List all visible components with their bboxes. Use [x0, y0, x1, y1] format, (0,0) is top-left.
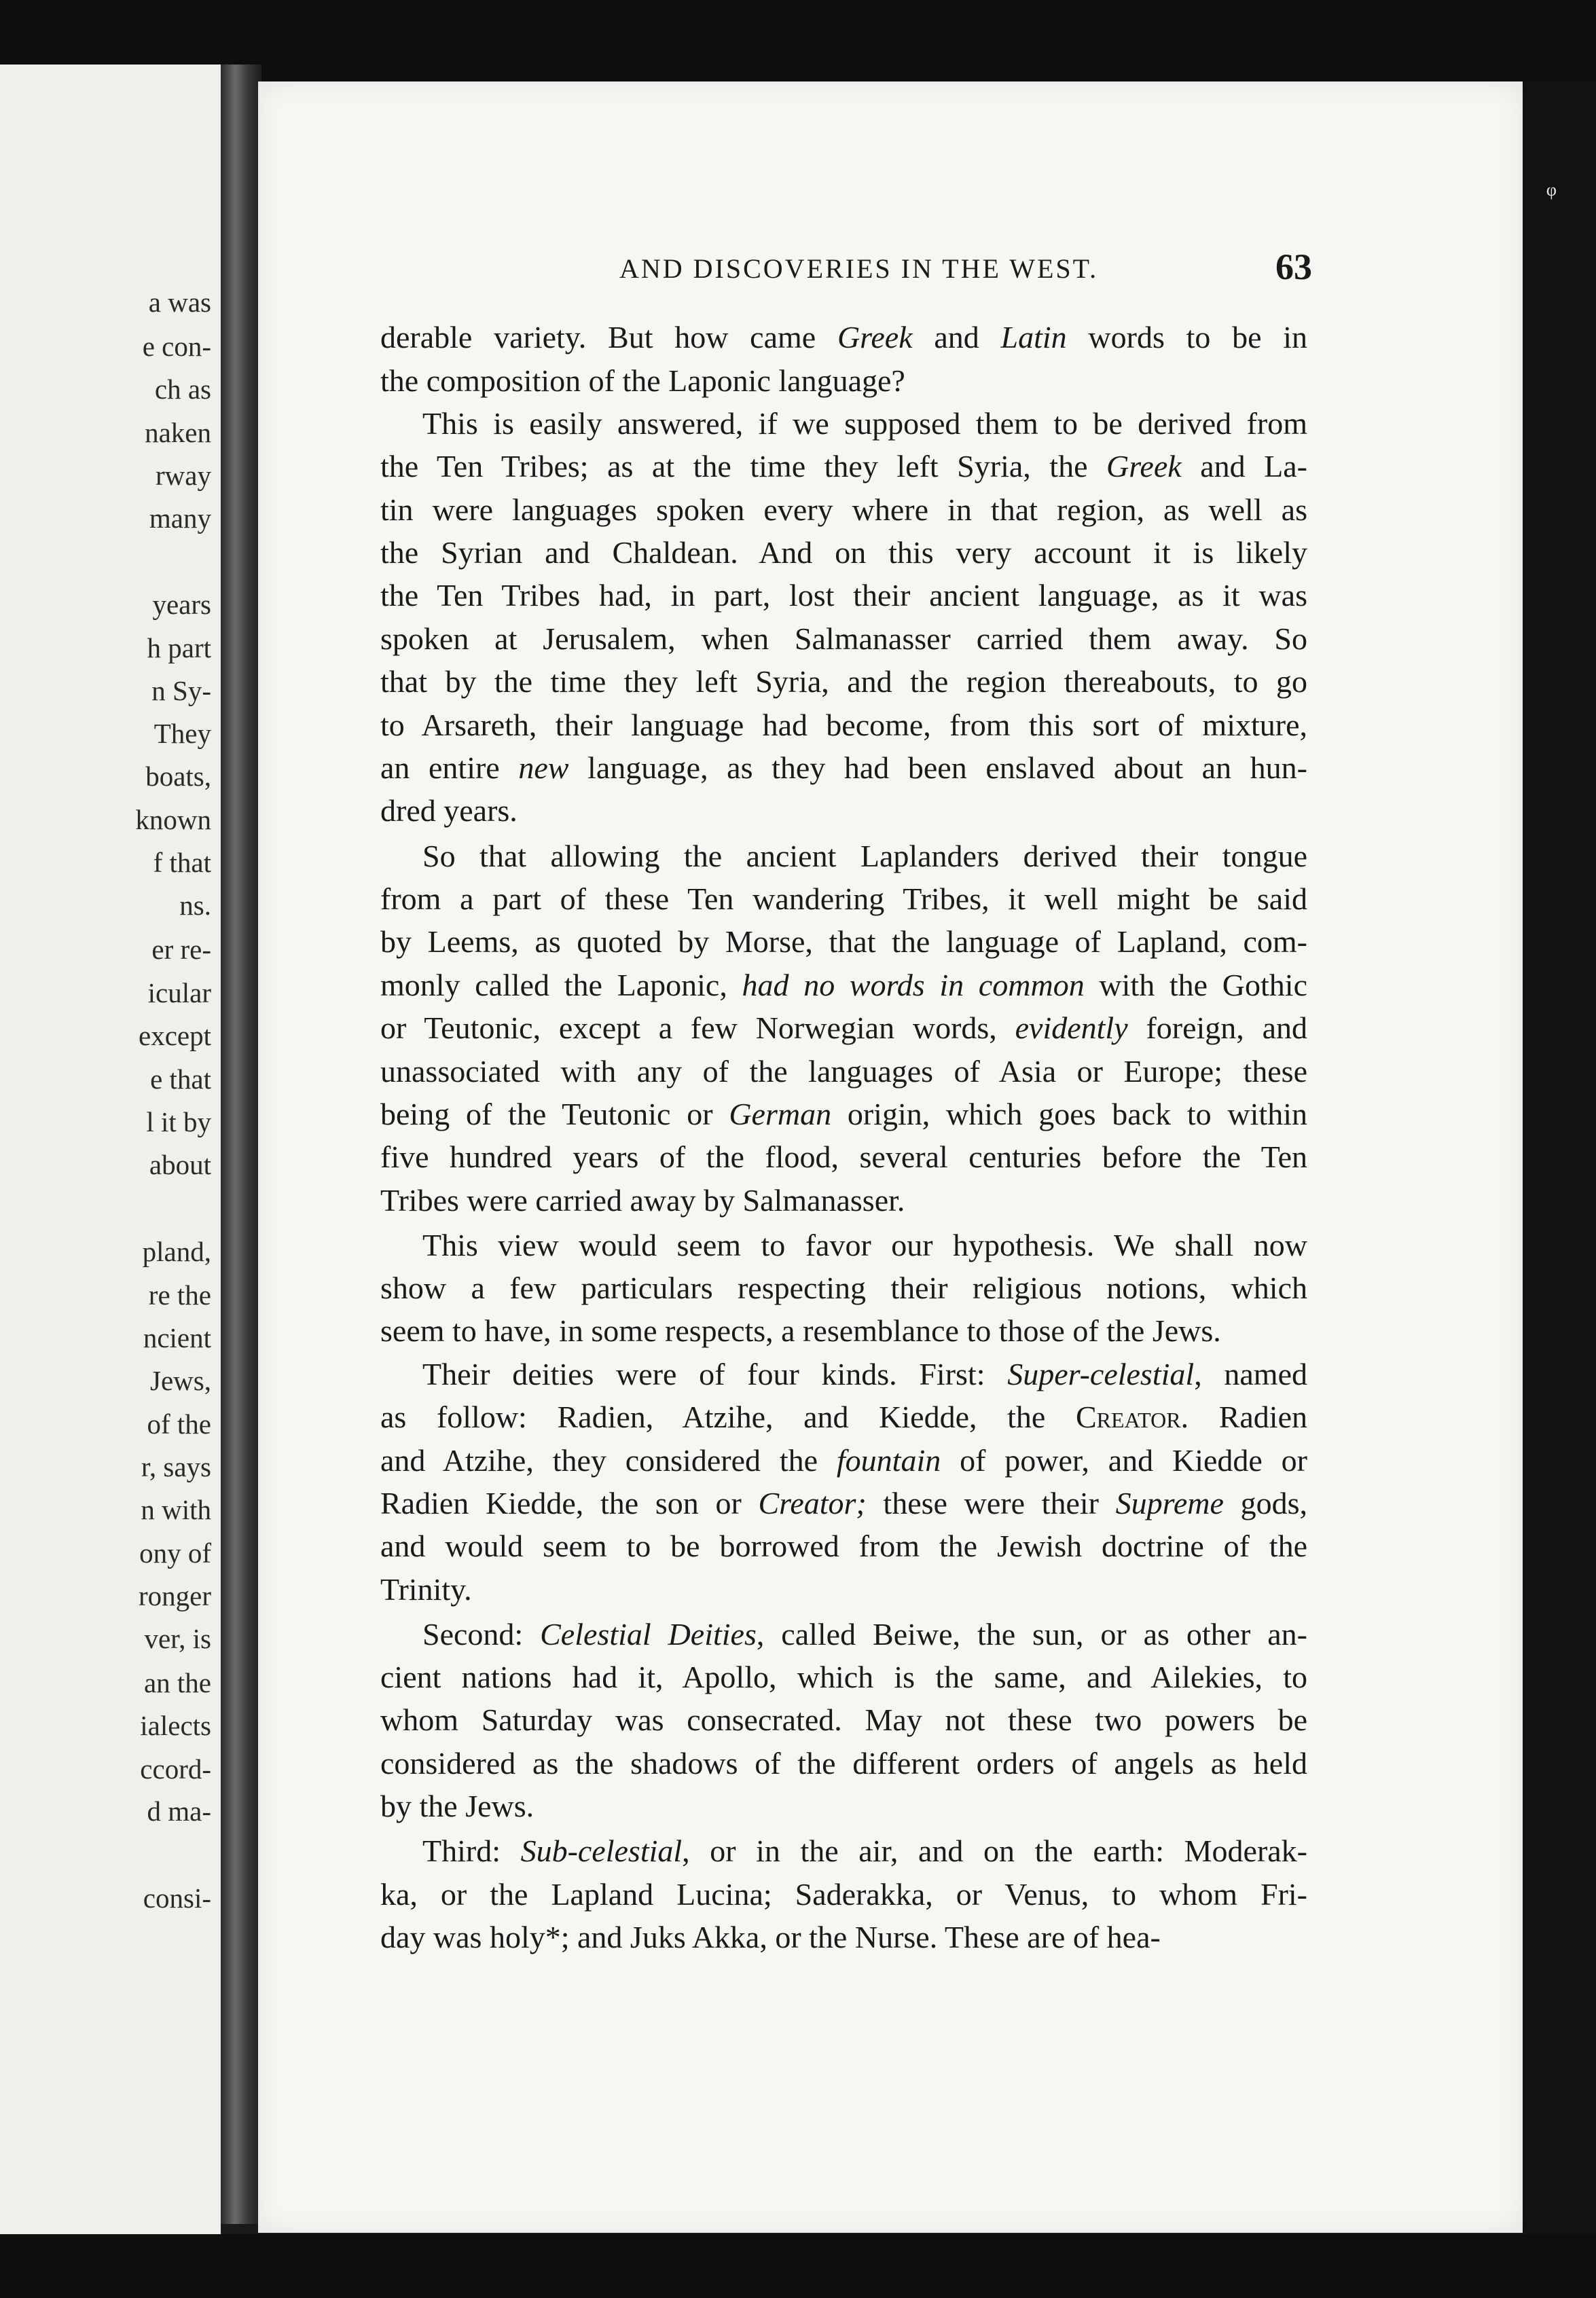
facing-page-line: an the [143, 1667, 211, 1698]
paragraph-first-line: Their deities were of four kinds. First: Super-celestial, named [422, 1357, 1307, 1391]
text-line: or Teutonic, except a few Norwegian words, evidently foreign, and [380, 1010, 1307, 1045]
text-line: ka, or the Lapland Lucina; Saderakka, or Venus, to whom Fri- [380, 1877, 1307, 1912]
text-line: dred years. [380, 793, 518, 828]
text-line: tin were languages spoken every where in that region, as well as [380, 492, 1307, 527]
text-line: and Atzihe, they considered the fountain of power, and Kiedde or [380, 1443, 1307, 1478]
facing-page-line: rway [156, 460, 211, 491]
facing-page-line: e con- [142, 331, 211, 362]
text-line: five hundred years of the flood, several centuries before the Ten [380, 1139, 1307, 1174]
facing-page-line: about [149, 1149, 211, 1180]
facing-page-line: boats, [145, 761, 211, 792]
text-line: day was holy*; and Juks Akka, or the Nurse. These are of hea- [380, 1920, 1161, 1954]
facing-page-line: n with [141, 1494, 211, 1525]
text-line: being of the Teutonic or German origin, which goes back to within [380, 1097, 1307, 1131]
facing-page-line: r, says [141, 1451, 211, 1482]
text-line: Trinity. [380, 1572, 472, 1607]
facing-page-line: l it by [146, 1106, 211, 1137]
text-line: derable variety. But how came Greek and Latin words to be in [380, 320, 1308, 354]
text-line: Tribes were carried away by Salmanasser. [380, 1183, 905, 1218]
facing-page-line: known [135, 804, 211, 835]
paragraph-first-line: This view would seem to favor our hypothesis. We shall now [422, 1228, 1307, 1262]
facing-page-fragment [0, 65, 221, 2244]
text-line: unassociated with any of the languages of Asia or Europe; these [380, 1054, 1307, 1089]
paragraph-first-line: Second: Celestial Deities, called Beiwe, the sun, or as other an- [422, 1617, 1307, 1652]
facing-page-line: a was [148, 287, 211, 318]
scan-bottom-border [0, 2234, 1596, 2298]
text-line: from a part of these Ten wandering Tribes, it well might be said [380, 881, 1307, 916]
facing-page-line: except [139, 1020, 211, 1051]
book-gutter [221, 65, 261, 2224]
facing-page-line: n Sy- [151, 675, 211, 706]
paragraph-first-line: So that allowing the ancient Laplanders derived their tongue [422, 839, 1307, 873]
text-line: monly called the Laponic, had no words in common with the Gothic [380, 968, 1307, 1002]
facing-page-line: ccord- [140, 1753, 211, 1785]
facing-page-line: e that [150, 1063, 211, 1095]
paragraph-first-line: Third: Sub-celestial, or in the air, and on the earth: Moderak- [422, 1834, 1308, 1868]
text-line: an entire new language, as they had been enslaved about an hun- [380, 750, 1307, 785]
facing-page-line: Jews, [150, 1365, 211, 1396]
facing-page-line: d ma- [147, 1795, 211, 1827]
facing-page-line: consi- [143, 1882, 211, 1914]
text-line: whom Saturday was consecrated. May not these two powers be [380, 1702, 1307, 1737]
text-line: spoken at Jerusalem, when Salmanasser carried them away. So [380, 621, 1307, 656]
text-line: and would seem to be borrowed from the Jewish doctrine of the [380, 1529, 1307, 1563]
text-line: show a few particulars respecting their religious notions, which [380, 1271, 1307, 1305]
text-line: Radien Kiedde, the son or Creator; these were their Supreme gods, [380, 1486, 1308, 1520]
facing-page-line: icular [147, 977, 211, 1008]
running-head: AND DISCOVERIES IN THE WEST. [619, 253, 1099, 284]
scan-right-border [1523, 81, 1596, 2298]
text-line: cient nations had it, Apollo, which is the same, and Ailekies, to [380, 1660, 1307, 1694]
text-line: by Leems, as quoted by Morse, that the language of Lapland, com- [380, 924, 1307, 959]
page-number: 63 [1275, 247, 1312, 287]
facing-page-line: ialects [140, 1710, 211, 1741]
facing-page-line: ony of [139, 1537, 211, 1569]
text-line: the Syrian and Chaldean. And on this very account it is likely [380, 535, 1307, 570]
text-line: to Arsareth, their language had become, from this sort of mixture, [380, 708, 1307, 742]
facing-page-line: h part [147, 632, 211, 663]
text-line: by the Jews. [380, 1789, 534, 1823]
scan-mark-icon: ᵠ [1546, 177, 1557, 211]
text-line: considered as the shadows of the different orders of angels as held [380, 1746, 1307, 1781]
text-line: the Ten Tribes; as at the time they left Syria, the Greek and La- [380, 449, 1307, 484]
facing-page-line: ver, is [144, 1623, 211, 1654]
text-line: as follow: Radien, Atzihe, and Kiedde, the Creator. Radien [380, 1400, 1307, 1434]
text-line: the Ten Tribes had, in part, lost their ancient language, as it was [380, 578, 1307, 613]
facing-page-line: many [149, 503, 211, 534]
facing-page-line: years [152, 589, 211, 620]
facing-page-line: ronger [138, 1580, 211, 1611]
facing-page-line: ncient [143, 1322, 211, 1353]
facing-page-line: naken [145, 417, 211, 448]
facing-page-line: ch as [154, 373, 211, 405]
text-line: seem to have, in some respects, a resemblance to those of the Jews. [380, 1313, 1221, 1348]
text-line: the composition of the Laponic language? [380, 363, 905, 398]
facing-page-line: of the [147, 1408, 211, 1440]
facing-page-line: They [153, 718, 211, 749]
facing-page-line: er re- [151, 934, 211, 965]
facing-page-line: pland, [142, 1236, 211, 1267]
facing-page-line: ns. [179, 890, 211, 921]
paragraph-first-line: This is easily answered, if we supposed them to be derived from [422, 406, 1307, 441]
facing-page-line: f that [153, 847, 211, 878]
text-line: that by the time they left Syria, and the region thereabouts, to go [380, 664, 1307, 699]
facing-page-line: re the [148, 1279, 211, 1311]
